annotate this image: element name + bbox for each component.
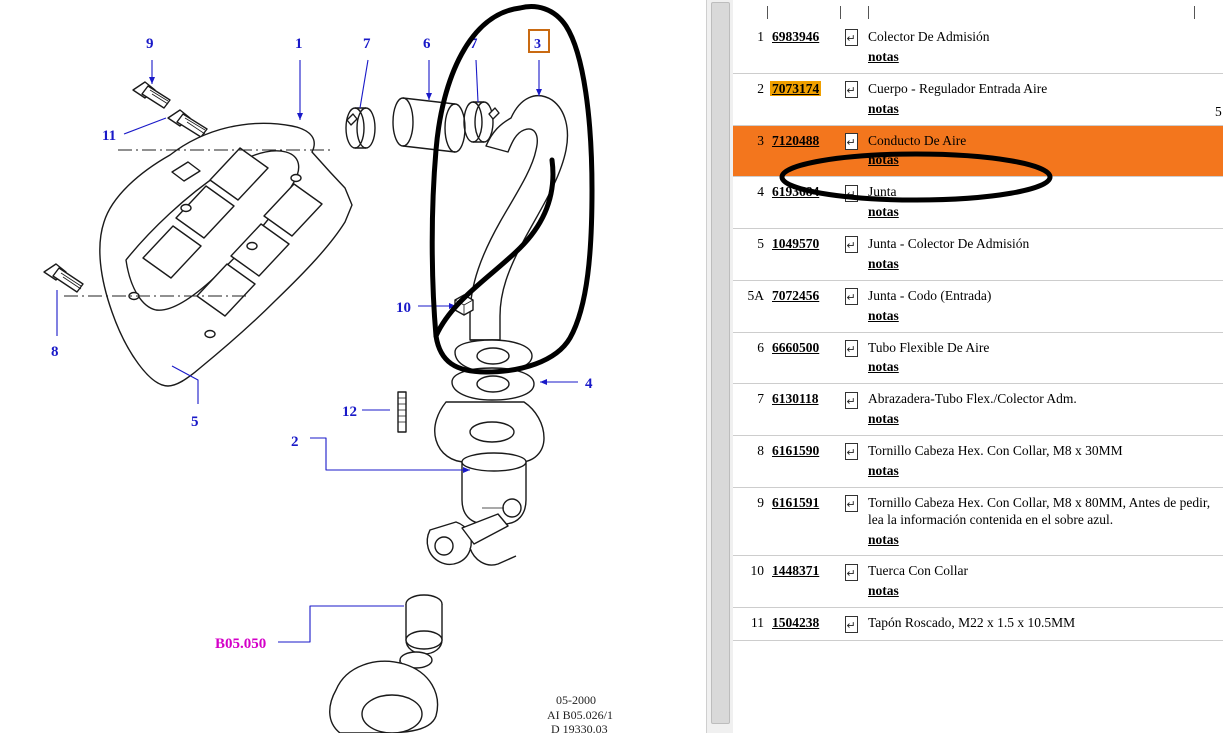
note-icon[interactable]: ↵ [845,443,860,460]
part-number-link[interactable]: 1049570 [772,236,820,251]
table-row[interactable] [733,229,1223,281]
row-index: 11 [751,615,764,631]
table-row[interactable] [733,556,1223,608]
bolt-icon-11 [168,110,207,137]
table-row[interactable] [733,280,1223,332]
table-row[interactable] [733,73,1223,125]
diagram-date: 05-2000 [556,693,596,707]
part-number-link[interactable]: 7120488 [772,132,820,148]
notas-link[interactable]: notas [868,48,899,64]
gasket-4 [452,368,534,400]
vertical-scrollbar[interactable] [706,0,734,733]
callout-5: 5 [191,414,199,430]
row-index: 6 [757,339,764,355]
column-ruler [733,0,1223,22]
throttle-body [427,402,544,565]
part-description: Tornillo Cabeza Hex. Con Collar, M8 x 30MM [868,443,1123,458]
part-description: Junta - Codo (Entrada) [868,287,992,303]
table-row[interactable] [733,436,1223,488]
callout-4: 4 [585,376,593,392]
callout-11: 11 [102,128,117,144]
notas-link[interactable]: notas [868,531,899,547]
part-number-link[interactable]: 6130118 [772,391,819,407]
note-icon[interactable]: ↵ [845,564,860,581]
clamp-icon-left [346,108,375,148]
part-description: Conducto De Aire [868,132,967,148]
diagram-code: AI B05.026/1 [547,708,613,722]
notas-link[interactable]: notas [868,100,899,116]
part-description: Tuerca Con Collar [868,563,968,579]
callout-7b: 7 [470,36,478,52]
parts-table [733,0,1223,641]
part-description: Tapón Roscado, M22 x 1.5 x 10.5MM [868,615,1076,631]
table-row[interactable] [733,332,1223,384]
turbo-assembly [330,595,442,733]
part-description: Tubo Flexible De Aire [868,339,990,355]
note-icon[interactable]: ↵ [845,340,860,357]
scrollbar-thumb[interactable] [711,2,730,724]
table-row-selected[interactable] [733,125,1223,177]
callout-6: 6 [423,36,431,52]
row-index: 2 [757,80,764,96]
note-icon[interactable]: ↵ [845,133,860,150]
row-index: 9 [757,494,764,510]
callout-10: 10 [396,300,411,316]
part-description: Colector De Admisión [868,29,990,44]
callout-9: 9 [146,36,154,52]
flex-hose [393,98,465,152]
row-index: 3 [757,132,764,148]
callout-8: 8 [51,344,59,360]
part-number-link[interactable]: 7072456 [772,287,820,303]
callout-3: 3 [534,37,541,52]
note-icon[interactable]: ↵ [845,29,860,46]
table-row[interactable] [733,177,1223,229]
notas-link[interactable]: notas [868,255,899,271]
diagram-drawing-number: D 19330.03 [551,722,608,733]
table-row[interactable] [733,608,1223,640]
row-index: 7 [757,391,764,407]
callout-1: 1 [295,36,303,52]
table-row[interactable] [733,22,1223,73]
notas-link[interactable]: notas [868,359,899,375]
notas-link[interactable]: notas [868,462,899,478]
note-icon[interactable]: ↵ [845,495,860,512]
notas-link[interactable]: notas [868,152,899,168]
callout-2: 2 [291,434,299,450]
row-index: 1 [757,29,764,44]
row-index: 5A [747,287,764,303]
callout-12: 12 [342,404,357,420]
stud-icon-12 [398,392,406,432]
part-number-link[interactable]: 6660500 [772,339,820,355]
part-number-link[interactable]: 6983946 [772,29,820,44]
part-number-link[interactable]: 1448371 [772,563,820,579]
notas-link[interactable]: notas [868,583,899,599]
part-number-link[interactable]: 6161591 [772,494,820,510]
note-icon[interactable]: ↵ [845,392,860,409]
note-icon[interactable]: ↵ [845,81,860,98]
reference-label-b05050: B05.050 [215,636,267,652]
row-index: 5 [757,236,764,251]
bolt-icon-9 [133,82,170,108]
bolt-icon-8 [44,264,83,292]
part-description: Junta - Colector De Admisión [868,236,1030,251]
note-icon[interactable]: ↵ [845,288,860,305]
row-index: 10 [750,563,764,579]
note-icon[interactable]: ↵ [845,185,860,202]
parts-list-pane [733,0,1223,733]
notas-link[interactable]: notas [868,411,899,427]
callout-7a: 7 [363,36,371,52]
note-icon[interactable]: ↵ [845,236,860,253]
notas-link[interactable]: notas [868,307,899,323]
notas-link[interactable]: notas [868,204,899,220]
table-row[interactable] [733,487,1223,556]
table-row[interactable] [733,384,1223,436]
part-description: Tornillo Cabeza Hex. Con Collar, M8 x 80MM, Antes de pedir, lea la información contenida en el sobre azul. [868,494,1211,527]
row-index: 8 [757,443,764,458]
note-icon[interactable]: ↵ [845,616,860,633]
part-description: Abrazadera-Tubo Flex./Colector Adm. [868,391,1077,407]
duct-flange [455,340,532,372]
part-number-link[interactable]: 6193684 [772,184,820,200]
part-number-link[interactable]: 7073174 [772,80,820,96]
part-description: Junta [868,184,897,200]
part-description: Cuerpo - Regulador Entrada Aire [868,80,1048,96]
edge-digit: 5 [1215,104,1222,119]
nut-icon-10 [455,295,473,315]
part-number-link[interactable]: 6161590 [772,443,820,458]
part-number-link[interactable]: 1504238 [772,615,820,631]
row-index: 4 [757,184,764,200]
